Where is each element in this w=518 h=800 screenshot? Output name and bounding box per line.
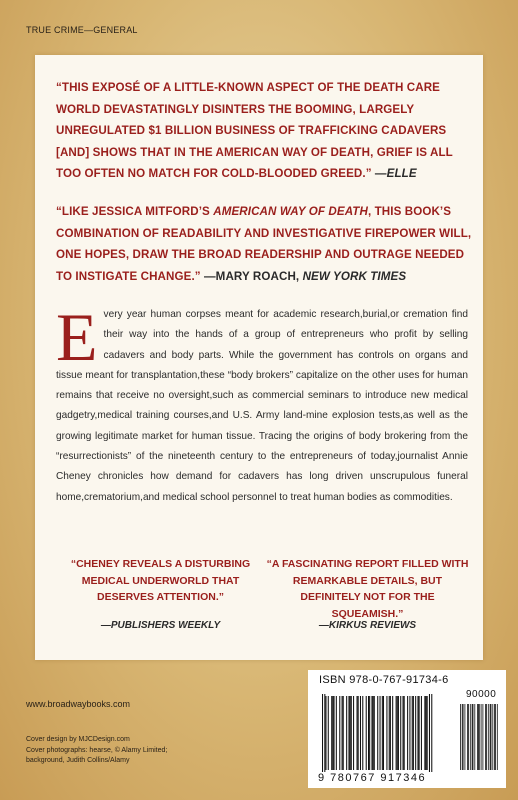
- barcode-bar: [334, 696, 335, 770]
- barcode-addon-bar: [460, 704, 461, 770]
- barcode-bar: [426, 696, 427, 770]
- barcode-bar: [412, 696, 413, 770]
- barcode-bar: [325, 696, 326, 770]
- barcode-bar: [400, 696, 401, 770]
- barcode-bar: [331, 696, 332, 770]
- barcode-bar: [382, 696, 383, 770]
- barcode-bar: [403, 696, 404, 770]
- credit-line: Cover design by MJCDesign.com: [26, 736, 130, 743]
- barcode-addon-bar: [467, 704, 468, 770]
- barcode-bar: [374, 696, 375, 770]
- barcode-bar: [427, 696, 428, 770]
- barcode-bar: [362, 696, 363, 770]
- barcode-addon-bar: [486, 704, 487, 770]
- review-quote-elle: [56, 77, 476, 185]
- barcode-bar: [350, 696, 351, 770]
- barcode-addon-bar: [483, 704, 484, 770]
- attribution-source: ELLE: [386, 167, 417, 180]
- barcode-bar: [369, 696, 370, 770]
- barcode-bar: [380, 696, 381, 770]
- barcode-bar: [339, 696, 340, 770]
- barcode-bar: [429, 694, 430, 772]
- barcode-addon-bar: [463, 704, 464, 770]
- barcode-bar: [358, 696, 359, 770]
- barcode-bar: [348, 696, 349, 770]
- credit-line: Cover photographs: hearse, © Alamy Limited;: [26, 746, 168, 754]
- barcode-bar: [357, 696, 358, 770]
- barcode-addon-bar: [491, 704, 492, 770]
- barcode-bar: [409, 696, 410, 770]
- barcode-bar: [396, 696, 397, 770]
- isbn-label: ISBN 978-0-767-91734-6: [319, 674, 449, 686]
- barcode-bar: [336, 696, 337, 770]
- barcode-bar: [383, 696, 384, 770]
- barcode-bar: [390, 696, 391, 770]
- attribution-publishers-weekly: —PUBLISHERS WEEKLY: [100, 620, 221, 631]
- barcode-addon-bar: [468, 704, 469, 770]
- barcode-bar: [417, 696, 418, 770]
- description-text: very year human corpses meant for academic research,burial,or cremation find their way into the hands of a group of entrepreneurs who profit by selling cadavers and body parts. While the government has controls on organs and tissue meant for transplantation,these “body brokers” capitalize on the other uses for human remains that receive no oversight,such as commercial seminars to introduce new medical gadgetry,medical training courses,and U.S. Army land-mine explosion tests,as well as the growing legitimate market for human tissue. Tracing the origins of body brokering from the “resurrectionists” of the nineteenth century to the entrepreneurs of today,journalist Annie Cheney chronicles how demand for cadavers has long driven unscrupulous funeral home,crematorium,and medical school personnel to treat human bodies as commodities.: [56, 309, 468, 503]
- barcode-bar: [431, 694, 432, 772]
- barcode-addon-bar: [465, 704, 466, 770]
- quote-text-end: , THIS BOOK’S COMBINATION OF READABILITY AND INVESTIGATIVE FIREPOWER WILL, ONE HOPES, DRAW THE BROAD READERSHIP AND OUTRAGE NEEDED TO INSTIGATE CHANGE.”: [56, 205, 472, 283]
- barcode-addon-bar: [481, 704, 482, 770]
- credit-line: background, Judith Collins/Alamy: [26, 757, 130, 764]
- quote-text-start: “LIKE JESSICA MITFORD’S: [56, 205, 214, 218]
- barcode-addon-bar: [470, 704, 471, 770]
- barcode-image: [320, 688, 500, 774]
- barcode-bar: [366, 696, 367, 770]
- barcode-bar: [351, 696, 352, 770]
- price-code: 90000: [466, 689, 497, 700]
- book-description: [56, 299, 468, 508]
- barcode-bar: [346, 696, 347, 770]
- barcode-digits: 9 780767 917346: [318, 772, 427, 784]
- barcode-bar: [371, 696, 372, 770]
- barcode-bar: [415, 696, 416, 770]
- barcode-addon-bar: [462, 704, 463, 770]
- barcode-bar: [407, 696, 408, 770]
- barcode-bar: [368, 696, 369, 770]
- barcode-bar: [328, 696, 329, 770]
- barcode-block: [308, 670, 506, 788]
- barcode-bar: [413, 696, 414, 770]
- barcode-bar: [424, 696, 425, 770]
- barcode-addon-bar: [485, 704, 486, 770]
- review-quote-roach: [56, 201, 476, 287]
- barcode-addon-bar: [478, 704, 479, 770]
- barcode-addon-bar: [494, 704, 495, 770]
- barcode-addon-bar: [474, 704, 475, 770]
- barcode-addon-bar: [477, 704, 478, 770]
- barcode-bar: [377, 696, 378, 770]
- barcode-bar: [343, 696, 344, 770]
- barcode-bar: [353, 696, 354, 770]
- barcode-bar: [398, 696, 399, 770]
- publisher-website: www.broadwaybooks.com: [26, 699, 131, 709]
- attribution-name: —MARY ROACH,: [200, 269, 303, 283]
- review-quote-kirkus: “A FASCINATING REPORT FILLED WITH REMARKABLE DETAILS, BUT DEFINITELY NOT FOR THE SQUEAMISH.”: [266, 558, 469, 620]
- barcode-addon-bar: [472, 704, 473, 770]
- barcode-bar: [332, 696, 333, 770]
- barcode-addon-bar: [490, 704, 491, 770]
- barcode-bar: [373, 696, 374, 770]
- barcode-bar: [342, 696, 343, 770]
- drop-cap: E: [56, 299, 98, 375]
- quote-text: “THIS EXPOSÉ OF A LITTLE-KNOWN ASPECT OF THE DEATH CARE WORLD DEVASTATINGLY DISINTERS THE BOOMING, LARGELY UNREGULATED $1 BILLION BUSINESS OF TRAFFICKING CADAVERS [AND] SHOWS THAT IN THE AMERICAN WAY OF DEATH, GRIEF IS ALL TOO OFTEN NO MATCH FOR COLD-BLOODED GREED.”: [56, 81, 453, 180]
- barcode-addon-bar: [495, 704, 496, 770]
- barcode-bar: [389, 696, 390, 770]
- barcode-bar: [397, 696, 398, 770]
- barcode-bar: [419, 696, 420, 770]
- quote-book-title: AMERICAN WAY OF DEATH: [213, 205, 368, 218]
- barcode-bar: [392, 696, 393, 770]
- barcode-bar: [322, 694, 323, 772]
- barcode-bar: [360, 696, 361, 770]
- barcode-addon-bar: [473, 704, 474, 770]
- barcode-bar: [324, 694, 325, 772]
- attribution-dash: —: [371, 167, 387, 180]
- review-quote-publishers-weekly: “CHENEY REVEALS A DISTURBING MEDICAL UNDERWORLD THAT DESERVES ATTENTION.”: [70, 558, 251, 603]
- category-label: TRUE CRIME—GENERAL: [26, 25, 138, 35]
- attribution-kirkus: —KIRKUS REVIEWS: [318, 620, 417, 631]
- cover-credits: [26, 735, 226, 767]
- barcode-bar: [421, 696, 422, 770]
- barcode-addon-bar: [497, 704, 498, 770]
- barcode-addon-bar: [479, 704, 480, 770]
- barcode-addon-bar: [488, 704, 489, 770]
- barcode-bar: [404, 696, 405, 770]
- barcode-bar: [386, 696, 387, 770]
- barcode-addon-bar: [492, 704, 493, 770]
- attribution-source: NEW YORK TIMES: [302, 269, 407, 283]
